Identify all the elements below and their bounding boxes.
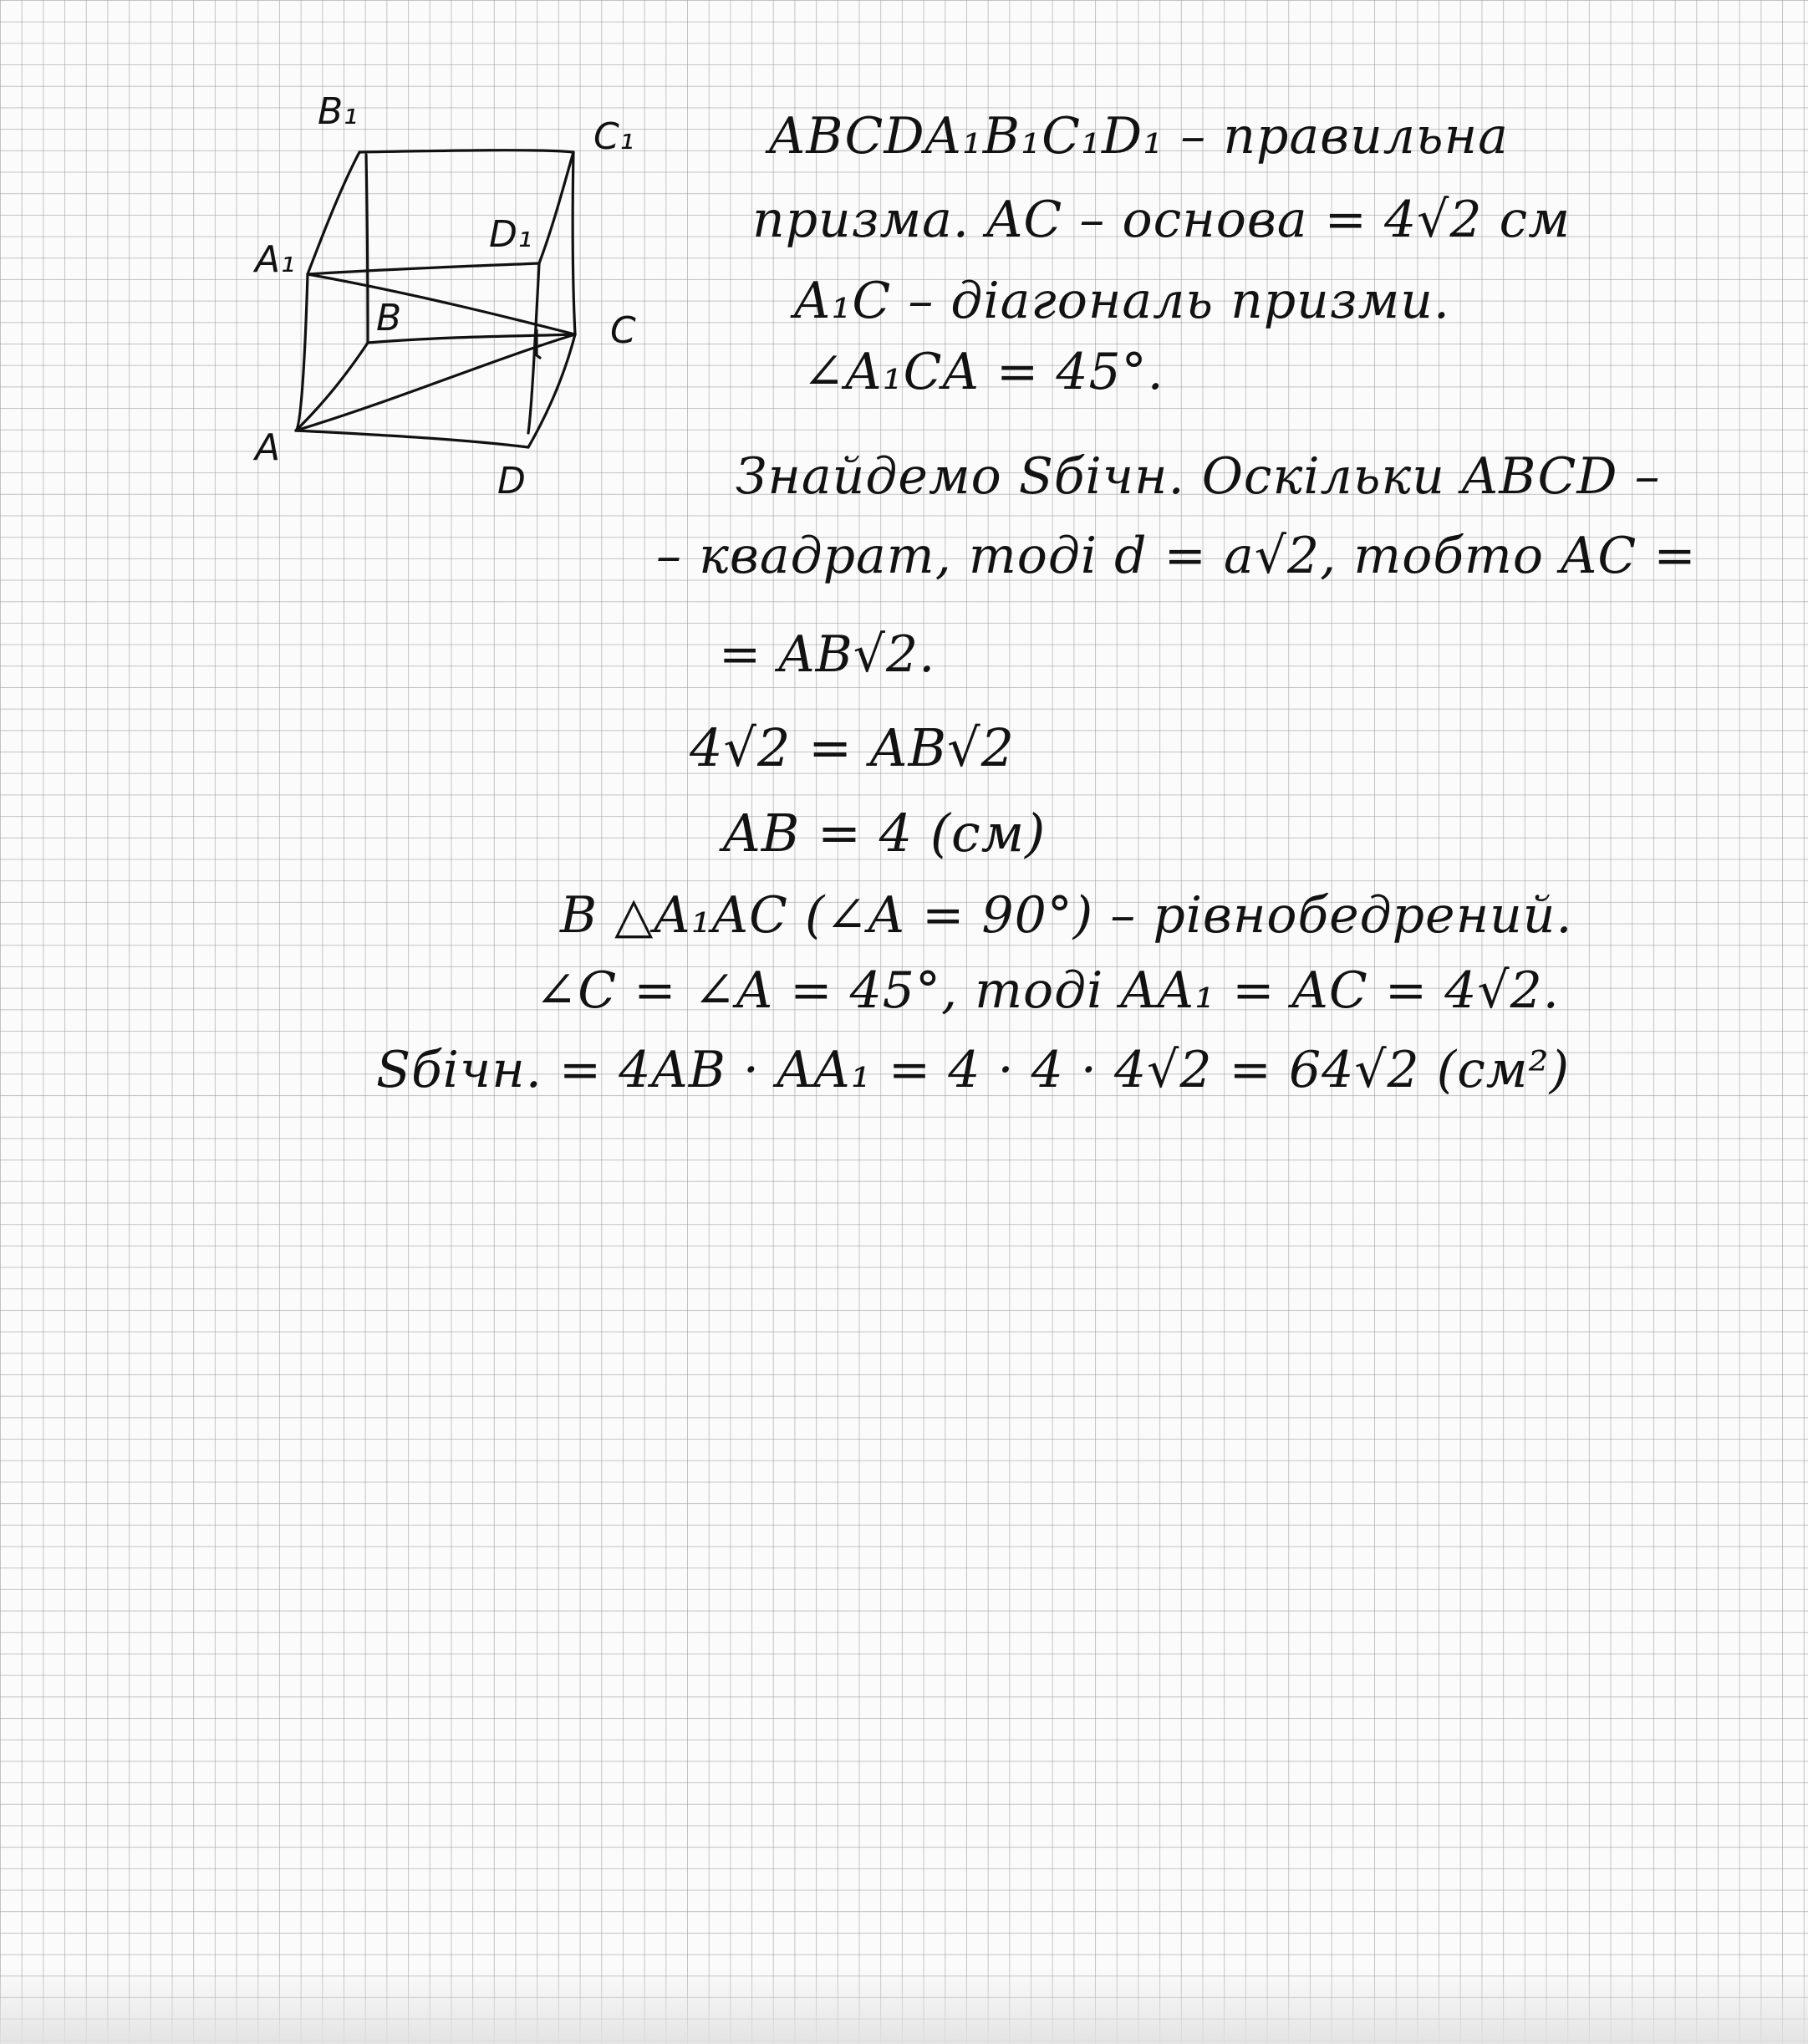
solution-line-3: A₁C – діагональ призми. xyxy=(794,272,1450,330)
solution-line-12: Sбічн. = 4AB · AA₁ = 4 · 4 · 4√2 = 64√2 (см²) xyxy=(376,1041,1571,1099)
edge-b1-c1 xyxy=(359,150,573,152)
solution-line-9: AB = 4 (см) xyxy=(723,803,1047,864)
solution-line-4: ∠A₁CA = 45°. xyxy=(802,343,1164,401)
solution-line-5: Знайдемо Sбічн. Оскільки ABCD – xyxy=(736,447,1661,506)
edge-a-b xyxy=(296,343,368,431)
edge-a-a1 xyxy=(296,274,308,431)
solution-line-8: 4√2 = AB√2 xyxy=(690,717,1016,778)
solution-line-2: призма. AC – основа = 4√2 см xyxy=(752,191,1571,249)
edge-c1-d1 xyxy=(539,152,573,263)
solution-line-1: ABCDA₁B₁C₁D₁ – правильна xyxy=(769,107,1509,166)
label-c: C xyxy=(610,309,636,352)
label-a1: A₁ xyxy=(255,238,295,281)
solution-line-11: ∠C = ∠A = 45°, тоді AA₁ = AC = 4√2. xyxy=(535,961,1560,1020)
prism-drawing xyxy=(242,92,677,527)
label-c1: C₁ xyxy=(593,115,634,158)
edge-a-d xyxy=(296,431,528,447)
label-a: A xyxy=(255,426,281,469)
page-bottom-shade xyxy=(0,1969,1808,2044)
edge-c-c1 xyxy=(573,152,575,334)
edge-a1-b1 xyxy=(308,152,359,274)
edge-b-b1 xyxy=(366,155,368,343)
label-b: B xyxy=(376,297,402,339)
solution-line-7: = AB√2. xyxy=(719,625,936,684)
solution-line-6: – квадрат, тоді d = a√2, тобто AC = xyxy=(656,527,1697,585)
prism-figure xyxy=(242,92,677,527)
diagonal-a1-c xyxy=(308,274,575,334)
label-d1: D₁ xyxy=(489,213,532,256)
solution-line-10: B △A₁AC (∠A = 90°) – рівнобедрений. xyxy=(560,886,1573,945)
label-d: D xyxy=(497,460,526,502)
label-b1: B₁ xyxy=(318,90,358,133)
edge-d1-a1 xyxy=(308,263,539,274)
